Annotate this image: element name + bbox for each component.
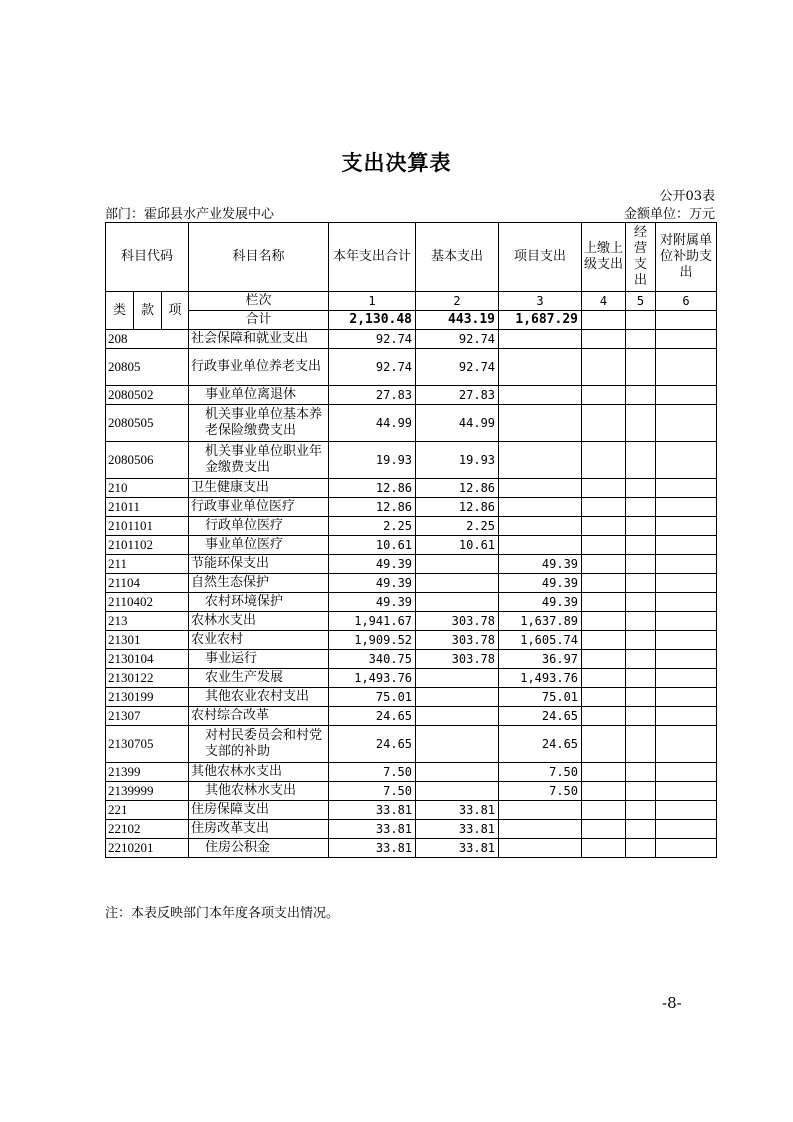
row-basic: 27.83	[416, 386, 499, 405]
empty-cell	[582, 801, 626, 820]
row-code: 2130705	[106, 726, 189, 763]
row-project	[499, 349, 582, 386]
row-project	[499, 405, 582, 442]
empty-cell	[656, 820, 717, 839]
row-name: 行政事业单位医疗	[189, 498, 329, 517]
row-total: 49.39	[329, 555, 416, 574]
row-code: 2139999	[106, 782, 189, 801]
row-code: 2130104	[106, 650, 189, 669]
row-total: 7.50	[329, 782, 416, 801]
row-name: 农林水支出	[189, 612, 329, 631]
empty-cell	[626, 479, 656, 498]
empty-cell	[626, 536, 656, 555]
row-project	[499, 536, 582, 555]
empty-cell	[626, 442, 656, 479]
empty-cell	[582, 479, 626, 498]
row-project	[499, 801, 582, 820]
row-name: 住房公积金	[189, 839, 329, 858]
row-basic: 303.78	[416, 612, 499, 631]
row-project: 7.50	[499, 763, 582, 782]
row-total: 12.86	[329, 498, 416, 517]
row-name: 社会保障和就业支出	[189, 330, 329, 349]
empty-cell	[626, 707, 656, 726]
empty-cell	[582, 536, 626, 555]
row-total: 1,909.52	[329, 631, 416, 650]
row-project	[499, 479, 582, 498]
empty-cell	[656, 650, 717, 669]
row-name: 机关事业单位基本养老保险缴费支出	[189, 405, 329, 442]
row-name: 行政事业单位养老支出	[189, 349, 329, 386]
row-project	[499, 442, 582, 479]
table-row	[106, 517, 717, 536]
row-basic: 12.86	[416, 479, 499, 498]
row-code: 2101101	[106, 517, 189, 536]
empty-cell	[626, 593, 656, 612]
col-num-2: 2	[416, 292, 499, 311]
table-row	[106, 405, 717, 442]
table-row	[106, 349, 717, 386]
row-code: 22102	[106, 820, 189, 839]
empty-cell	[656, 330, 717, 349]
empty-cell	[656, 669, 717, 688]
table-row	[106, 555, 717, 574]
row-project: 1,637.89	[499, 612, 582, 631]
empty-cell	[656, 386, 717, 405]
page-title: 支出决算表	[341, 151, 452, 175]
row-code: 2210201	[106, 839, 189, 858]
empty-cell	[656, 763, 717, 782]
header-basic: 基本支出	[416, 223, 499, 292]
row-code: 20805	[106, 349, 189, 386]
page-number: -8-	[662, 994, 682, 1012]
empty-cell	[656, 349, 717, 386]
col-num-1: 1	[329, 292, 416, 311]
row-code: 2101102	[106, 536, 189, 555]
row-code: 211	[106, 555, 189, 574]
empty-cell	[582, 726, 626, 763]
empty-cell	[656, 612, 717, 631]
row-name: 自然生态保护	[189, 574, 329, 593]
row-code: 21399	[106, 763, 189, 782]
row-name: 农业生产发展	[189, 669, 329, 688]
empty-cell	[626, 612, 656, 631]
row-basic: 33.81	[416, 839, 499, 858]
col-num-6: 6	[656, 292, 717, 311]
table-note: 注：本表反映部门本年度各项支出情况。	[105, 906, 340, 921]
row-project	[499, 517, 582, 536]
empty-cell	[582, 442, 626, 479]
table-row	[106, 726, 717, 763]
row-basic	[416, 707, 499, 726]
header-lei: 类	[106, 292, 134, 330]
row-total: 12.86	[329, 479, 416, 498]
row-name: 机关事业单位职业年金缴费支出	[189, 442, 329, 479]
row-project: 24.65	[499, 726, 582, 763]
table-row	[106, 707, 717, 726]
header-upper: 上缴上级支出	[582, 223, 626, 292]
row-total: 1,493.76	[329, 669, 416, 688]
table-row	[106, 839, 717, 858]
empty-cell	[656, 801, 717, 820]
row-project: 24.65	[499, 707, 582, 726]
total-project: 1,687.29	[499, 311, 582, 330]
row-total: 92.74	[329, 349, 416, 386]
row-name: 节能环保支出	[189, 555, 329, 574]
empty-cell	[582, 650, 626, 669]
empty-cell	[582, 498, 626, 517]
empty-cell	[626, 330, 656, 349]
empty-cell	[626, 555, 656, 574]
table-row	[106, 631, 717, 650]
table-row	[106, 763, 717, 782]
empty-cell	[656, 631, 717, 650]
row-basic: 33.81	[416, 801, 499, 820]
empty-cell	[582, 631, 626, 650]
row-name: 其他农业农村支出	[189, 688, 329, 707]
header-total: 本年支出合计	[329, 223, 416, 292]
empty-cell	[656, 707, 717, 726]
empty-cell	[582, 782, 626, 801]
row-total: 2.25	[329, 517, 416, 536]
empty-cell	[626, 801, 656, 820]
row-total: 33.81	[329, 839, 416, 858]
empty-cell	[582, 839, 626, 858]
table-row	[106, 650, 717, 669]
row-total: 49.39	[329, 593, 416, 612]
row-total: 33.81	[329, 801, 416, 820]
empty-cell	[582, 612, 626, 631]
table-row	[106, 330, 717, 349]
empty-cell	[656, 726, 717, 763]
table-row	[106, 612, 717, 631]
empty-cell	[656, 536, 717, 555]
row-basic: 33.81	[416, 820, 499, 839]
row-project: 7.50	[499, 782, 582, 801]
empty-cell	[656, 574, 717, 593]
row-project	[499, 820, 582, 839]
row-project	[499, 386, 582, 405]
row-code: 208	[106, 330, 189, 349]
row-project	[499, 839, 582, 858]
empty-cell	[626, 820, 656, 839]
row-total: 24.65	[329, 726, 416, 763]
empty-cell	[626, 669, 656, 688]
table-row	[106, 669, 717, 688]
empty-cell	[582, 517, 626, 536]
table-row	[106, 782, 717, 801]
empty-cell	[582, 707, 626, 726]
row-project: 1,493.76	[499, 669, 582, 688]
row-basic	[416, 688, 499, 707]
empty-cell	[626, 498, 656, 517]
row-total: 19.93	[329, 442, 416, 479]
row-code: 2130199	[106, 688, 189, 707]
row-code: 21011	[106, 498, 189, 517]
total-amount: 2,130.48	[329, 311, 416, 330]
row-project: 1,605.74	[499, 631, 582, 650]
row-total: 24.65	[329, 707, 416, 726]
row-name: 对村民委员会和村党支部的补助	[189, 726, 329, 763]
col-num-4: 4	[582, 292, 626, 311]
empty-cell	[582, 349, 626, 386]
table-row	[106, 442, 717, 479]
department-label: 部门：霍邱县水产业发展中心	[105, 207, 275, 222]
col-num-5: 5	[626, 292, 656, 311]
total-basic: 443.19	[416, 311, 499, 330]
header-operating: 经营支出	[626, 223, 656, 292]
empty-cell	[656, 688, 717, 707]
header-project: 项目支出	[499, 223, 582, 292]
row-code: 2110402	[106, 593, 189, 612]
row-basic	[416, 669, 499, 688]
unit-label: 金额单位：万元	[623, 207, 715, 222]
empty-cell	[656, 782, 717, 801]
empty-cell	[626, 782, 656, 801]
table-row	[106, 479, 717, 498]
row-code: 213	[106, 612, 189, 631]
empty-cell	[626, 405, 656, 442]
empty-cell	[582, 669, 626, 688]
header-kuan: 款	[134, 292, 162, 330]
row-total: 7.50	[329, 763, 416, 782]
empty-cell	[656, 839, 717, 858]
expenditure-table	[105, 222, 717, 858]
row-name: 事业运行	[189, 650, 329, 669]
row-basic: 19.93	[416, 442, 499, 479]
empty-cell	[626, 631, 656, 650]
row-code: 21301	[106, 631, 189, 650]
empty-cell	[626, 650, 656, 669]
row-name: 住房保障支出	[189, 801, 329, 820]
row-name: 农村综合改革	[189, 707, 329, 726]
row-code: 2130122	[106, 669, 189, 688]
row-name: 其他农林水支出	[189, 763, 329, 782]
table-row	[106, 386, 717, 405]
empty-cell	[582, 555, 626, 574]
empty-cell	[656, 517, 717, 536]
row-basic: 303.78	[416, 650, 499, 669]
table-row	[106, 593, 717, 612]
row-code: 2080505	[106, 405, 189, 442]
row-project: 36.97	[499, 650, 582, 669]
row-basic	[416, 574, 499, 593]
empty-cell	[626, 349, 656, 386]
row-basic	[416, 593, 499, 612]
row-basic: 92.74	[416, 349, 499, 386]
row-basic	[416, 763, 499, 782]
empty-cell	[582, 593, 626, 612]
empty-cell	[626, 763, 656, 782]
row-code: 210	[106, 479, 189, 498]
empty-cell	[582, 405, 626, 442]
row-code: 2080502	[106, 386, 189, 405]
row-basic: 10.61	[416, 536, 499, 555]
row-basic	[416, 726, 499, 763]
empty-cell	[626, 574, 656, 593]
col-num-3: 3	[499, 292, 582, 311]
empty-cell	[582, 763, 626, 782]
row-project: 49.39	[499, 574, 582, 593]
table-row	[106, 574, 717, 593]
row-project: 49.39	[499, 555, 582, 574]
empty-cell	[582, 820, 626, 839]
row-total: 27.83	[329, 386, 416, 405]
row-code: 21104	[106, 574, 189, 593]
row-project: 75.01	[499, 688, 582, 707]
empty-cell	[626, 386, 656, 405]
column-number-row	[106, 292, 717, 311]
row-name: 事业单位医疗	[189, 536, 329, 555]
row-total: 340.75	[329, 650, 416, 669]
row-basic	[416, 555, 499, 574]
row-code: 2080506	[106, 442, 189, 479]
row-name: 农业农村	[189, 631, 329, 650]
row-name: 行政单位医疗	[189, 517, 329, 536]
row-total: 1,941.67	[329, 612, 416, 631]
row-basic: 44.99	[416, 405, 499, 442]
row-code: 21307	[106, 707, 189, 726]
row-basic: 303.78	[416, 631, 499, 650]
row-project: 49.39	[499, 593, 582, 612]
empty-cell	[656, 405, 717, 442]
header-xiang: 项	[162, 292, 189, 330]
total-label: 合计	[189, 311, 329, 330]
row-basic: 2.25	[416, 517, 499, 536]
row-name: 卫生健康支出	[189, 479, 329, 498]
empty-cell	[656, 479, 717, 498]
empty-cell	[582, 574, 626, 593]
total-row	[106, 311, 717, 330]
header-name: 科目名称	[189, 223, 329, 292]
empty-cell	[626, 726, 656, 763]
row-name: 其他农林水支出	[189, 782, 329, 801]
header-row	[106, 223, 717, 292]
row-code: 221	[106, 801, 189, 820]
empty-cell	[656, 555, 717, 574]
table-row	[106, 688, 717, 707]
empty-cell	[656, 593, 717, 612]
row-project	[499, 330, 582, 349]
empty-cell	[626, 517, 656, 536]
empty-cell	[656, 498, 717, 517]
form-number: 公开03表	[659, 189, 715, 204]
empty-cell	[626, 688, 656, 707]
table-row	[106, 801, 717, 820]
table-row	[106, 820, 717, 839]
header-subsidy: 对附属单位补助支出	[656, 223, 717, 292]
empty-cell	[582, 330, 626, 349]
row-total: 75.01	[329, 688, 416, 707]
row-total: 44.99	[329, 405, 416, 442]
table-row	[106, 536, 717, 555]
row-project	[499, 498, 582, 517]
empty-cell	[582, 386, 626, 405]
empty-cell	[582, 688, 626, 707]
table-row	[106, 498, 717, 517]
row-basic: 12.86	[416, 498, 499, 517]
header-lanci: 栏次	[189, 292, 329, 311]
row-total: 33.81	[329, 820, 416, 839]
row-total: 10.61	[329, 536, 416, 555]
empty-cell	[626, 839, 656, 858]
row-name: 事业单位离退休	[189, 386, 329, 405]
row-name: 农村环境保护	[189, 593, 329, 612]
row-name: 住房改革支出	[189, 820, 329, 839]
empty-cell	[656, 442, 717, 479]
row-basic: 92.74	[416, 330, 499, 349]
row-total: 49.39	[329, 574, 416, 593]
row-total: 92.74	[329, 330, 416, 349]
row-basic	[416, 782, 499, 801]
header-code: 科目代码	[106, 223, 189, 292]
